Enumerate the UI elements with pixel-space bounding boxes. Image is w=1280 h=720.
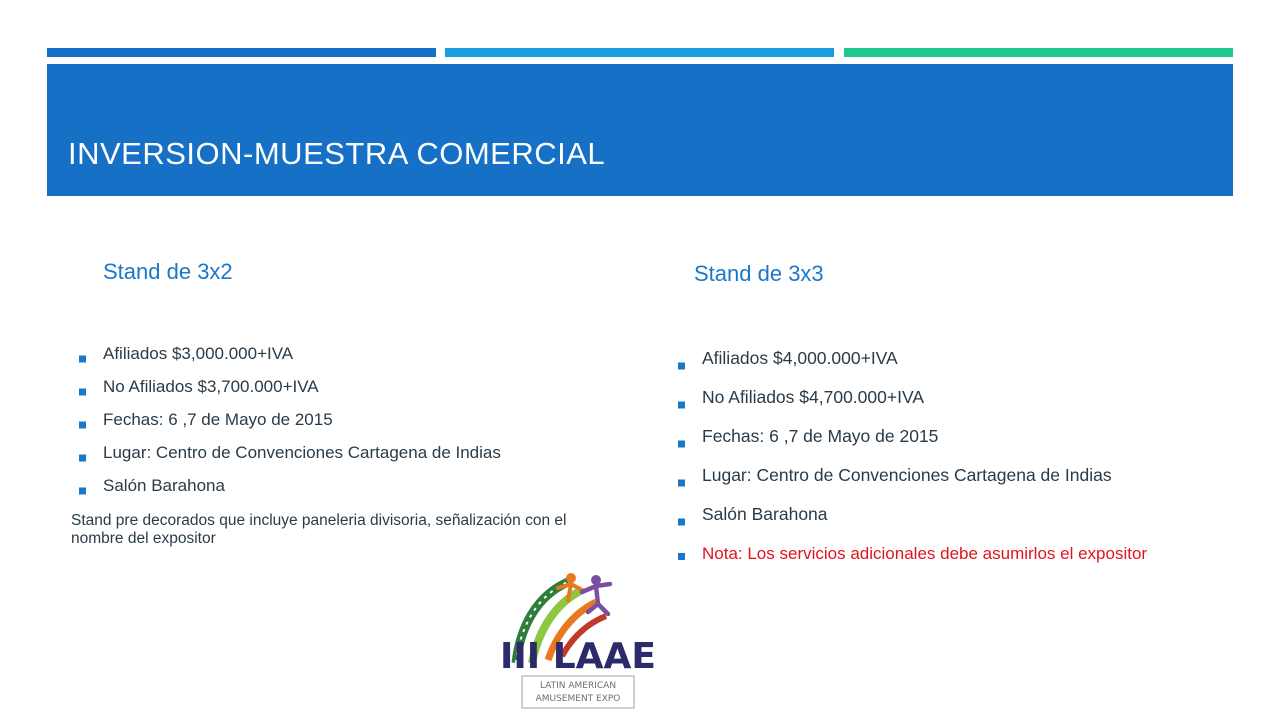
list-item: Salón Barahona	[670, 502, 1202, 541]
left-bullet-list	[71, 342, 501, 507]
slide-title: INVERSION-MUESTRA COMERCIAL	[68, 136, 606, 171]
square-bullet-icon	[678, 401, 685, 408]
list-item: Salón Barahona	[71, 474, 501, 507]
right-column-heading: Stand de 3x3	[694, 261, 824, 286]
list-item: Fechas: 6 ,7 de Mayo de 2015	[670, 424, 1202, 463]
square-bullet-icon	[79, 454, 86, 461]
laae-logo	[458, 568, 693, 713]
list-item: No Afiliados $3,700.000+IVA	[71, 375, 501, 408]
logo-line-2: AMUSEMENT EXPO	[535, 694, 621, 704]
right-bullet-list	[670, 346, 1202, 566]
laae-logo-graphic	[458, 568, 693, 713]
stand-description: Stand pre decorados que incluye paneleria divisoria, señalización con el nombre del expositor	[71, 512, 567, 547]
logo-line-1: LATIN AMERICAN	[539, 681, 617, 691]
left-column-heading: Stand de 3x2	[103, 259, 233, 284]
accent-bar-light-blue	[445, 48, 834, 57]
square-bullet-icon	[79, 388, 86, 395]
list-item: Lugar: Centro de Convenciones Cartagena de Indias	[71, 441, 501, 474]
square-bullet-icon	[79, 421, 86, 428]
additional-services-note: Nota: Los servicios adicionales debe asumirlos el expositor	[670, 541, 1202, 566]
list-item: Afiliados $3,000.000+IVA	[71, 342, 501, 375]
square-bullet-icon	[678, 518, 685, 525]
list-item: Lugar: Centro de Convenciones Cartagena de Indias	[670, 463, 1202, 502]
logo-mark: III LAAE	[500, 636, 656, 677]
square-bullet-icon	[678, 553, 685, 560]
accent-bar-blue	[47, 48, 436, 57]
list-item: No Afiliados $4,700.000+IVA	[670, 385, 1202, 424]
square-bullet-icon	[79, 487, 86, 494]
square-bullet-icon	[678, 440, 685, 447]
title-banner	[47, 64, 1233, 196]
square-bullet-icon	[79, 355, 86, 362]
square-bullet-icon	[678, 479, 685, 486]
list-item: Fechas: 6 ,7 de Mayo de 2015	[71, 408, 501, 441]
accent-bar-green	[844, 48, 1233, 57]
list-item: Afiliados $4,000.000+IVA	[670, 346, 1202, 385]
square-bullet-icon	[678, 362, 685, 369]
